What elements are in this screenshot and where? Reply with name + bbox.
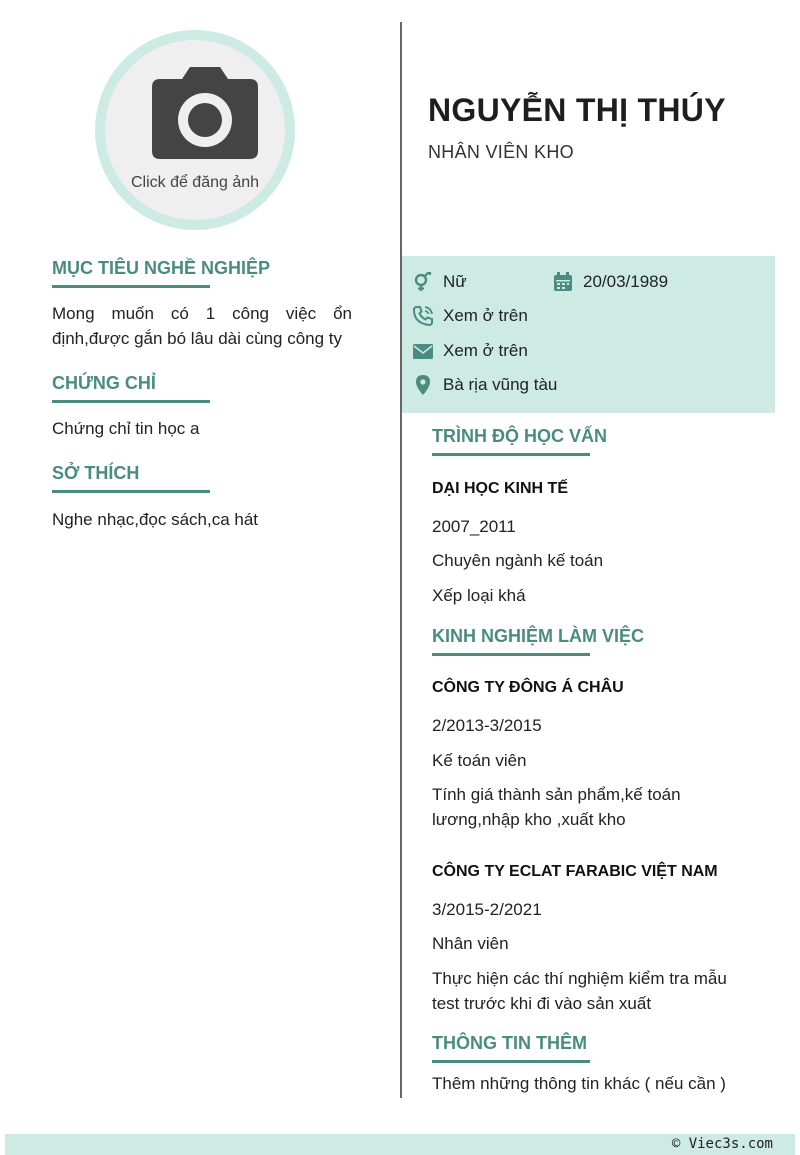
email-value: Xem ở trên (443, 341, 528, 360)
location-pin-icon (413, 375, 433, 395)
avatar-upload[interactable] (105, 40, 285, 220)
job-company: CÔNG TY ECLAT FARABIC VIỆT NAM (432, 863, 718, 880)
job-position: Kế toán viên (432, 751, 527, 770)
column-divider (400, 22, 402, 1098)
hobbies-title: SỞ THÍCH (52, 463, 139, 490)
contact-panel (402, 256, 775, 413)
candidate-name: NGUYỄN THỊ THÚY (428, 92, 726, 128)
gender-value: Nữ (443, 272, 467, 291)
job-period: 3/2015-2/2021 (432, 900, 542, 919)
birthdate-row (553, 272, 668, 292)
job-title: NHÂN VIÊN KHO (428, 142, 574, 162)
phone-icon (413, 306, 433, 326)
gender-icon (413, 272, 433, 292)
job-position: Nhân viên (432, 934, 509, 953)
phone-row (413, 306, 528, 326)
objective-title: MỤC TIÊU NGHỀ NGHIỆP (52, 258, 270, 285)
footer-bar (5, 1134, 795, 1155)
certificates-title: CHỨNG CHỈ (52, 373, 156, 400)
envelope-icon (413, 341, 433, 361)
job-description: Thực hiện các thí nghiệm kiểm tra mẫu test trước khi đi vào sản xuất (432, 969, 727, 1013)
education-period: 2007_2011 (432, 517, 516, 536)
camera-icon (150, 65, 260, 161)
additional-text: Thêm những thông tin khác ( nếu cần ) (432, 1074, 726, 1093)
calendar-icon (553, 272, 573, 292)
address-row (413, 375, 557, 395)
job-description: Tính giá thành sản phẩm,kế toán lương,nhập kho ,xuất kho (432, 785, 681, 829)
address-value: Bà rịa vũng tàu (443, 375, 558, 394)
birthdate-value: 20/03/1989 (583, 272, 669, 291)
education-school: DẠI HỌC KINH TẾ (432, 480, 568, 497)
education-major: Chuyên ngành kế toán (432, 551, 604, 570)
hobbies-text: Nghe nhạc,đọc sách,ca hát (52, 510, 259, 529)
education-title: TRÌNH ĐỘ HỌC VẤN (432, 426, 607, 446)
certificates-text: Chứng chỉ tin học a (52, 419, 200, 438)
avatar (95, 30, 295, 230)
phone-value: Xem ở trên (443, 306, 528, 325)
job-period: 2/2013-3/2015 (432, 716, 542, 735)
email-row (413, 341, 528, 361)
objective-text: Mong muốn có 1 công việc ổn định,được gắn bó lâu dài cùng công ty (52, 304, 352, 348)
footer-credit: © Viec3s.com (671, 1136, 773, 1152)
experience-title: KINH NGHIỆM LÀM VIỆC (432, 626, 645, 646)
gender-row (413, 272, 467, 292)
education-grade: Xếp loại khá (432, 586, 526, 605)
additional-title: THÔNG TIN THÊM (432, 1033, 587, 1053)
job-company: CÔNG TY ĐÔNG Á CHÂU (432, 679, 624, 696)
avatar-hint: Click để đăng ảnh (130, 174, 260, 191)
